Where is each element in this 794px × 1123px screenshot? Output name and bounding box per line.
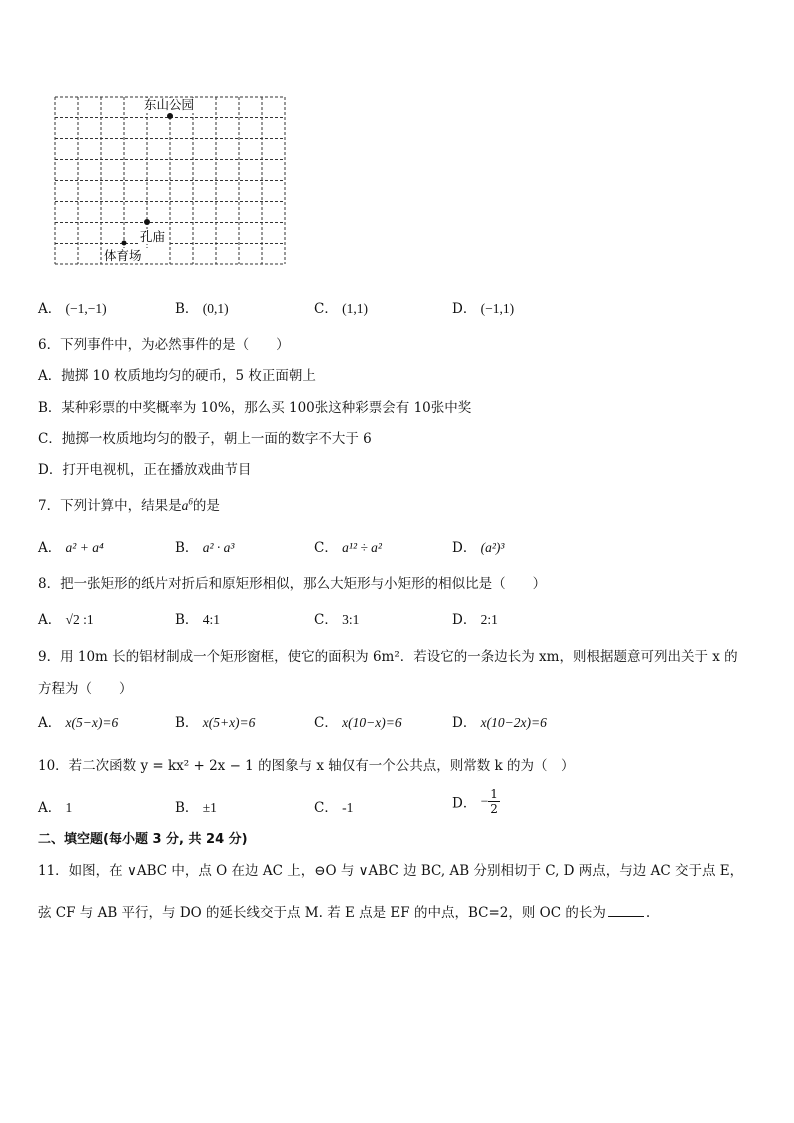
q10-option-c[interactable]: C． -1 [314, 800, 354, 816]
q10-option-a[interactable]: A． 1 [38, 800, 73, 816]
q6-option-c[interactable]: C．抛掷一枚质地均匀的骰子，朝上一面的数字不大于 6 [38, 431, 372, 447]
q7-option-a[interactable]: A． a² + a⁴ [38, 540, 104, 556]
q5-option-b[interactable]: B． (0,1) [175, 301, 229, 317]
q11-line2: 弦 CF 与 AB 平行，与 DO 的延长线交于点 M. 若 E 点是 EF 的中点，BC=2，则 OC 的长为 . [38, 905, 651, 921]
stadium-label: 体育场 [104, 248, 142, 263]
q5-option-d[interactable]: D． (−1,1) [452, 301, 515, 317]
q9-stem-line1: 9．用 10m 长的铝材制成一个矩形窗框，使它的面积为 6m²．若设它的一条边长为 xm，则根据题意可列出关于 x 的 [38, 649, 738, 665]
q6-option-b[interactable]: B．某种彩票的中奖概率为 10%，那么买 100张这种彩票会有 10张中奖 [38, 400, 472, 416]
q10-option-b[interactable]: B． ±1 [175, 800, 217, 816]
q8-stem: 8．把一张矩形的纸片对折后和原矩形相似，那么大矩形与小矩形的相似比是（ ） [38, 576, 547, 592]
q6-option-a[interactable]: A．抛掷 10 枚质地均匀的硬币，5 枚正面朝上 [38, 368, 316, 384]
q5-option-c[interactable]: C． (1,1) [314, 301, 369, 317]
section-fill-in-title: 二、填空题(每小题 3 分, 共 24 分) [38, 832, 248, 847]
park-label: 东山公园 [144, 97, 195, 112]
grid-map [54, 96, 286, 266]
temple-point [144, 219, 150, 225]
q8-option-a[interactable]: A． √2 :1 [38, 612, 94, 628]
temple-label: 孔庙 [140, 229, 166, 244]
q10-fraction: $\frac{1}{2}$ [490, 787, 498, 816]
q8-option-c[interactable]: C． 3:1 [314, 612, 360, 628]
q5-option-a[interactable]: A． (−1,−1) [38, 301, 107, 317]
stadium-point [122, 241, 127, 246]
q8-option-d[interactable]: D． 2:1 [452, 612, 498, 628]
q7-stem: 7．下列计算中，结果是$a^6$的是 [38, 496, 220, 514]
park-point [167, 113, 173, 119]
q9-option-c[interactable]: C． x(10−x)=6 [314, 715, 402, 731]
q10-option-d[interactable]: D． − $\frac{1}{2}$ [452, 787, 498, 816]
q7-option-d[interactable]: D． (a²)³ [452, 540, 505, 556]
q11-answer-blank[interactable] [608, 916, 644, 917]
q7-option-b[interactable]: B． a² · a³ [175, 540, 235, 556]
q9-option-a[interactable]: A． x(5−x)=6 [38, 715, 119, 731]
q9-option-b[interactable]: B． x(5+x)=6 [175, 715, 256, 731]
q11-line1: 11．如图，在 ∨ABC 中，点 O 在边 AC 上，⊖O 与 ∨ABC 边 BC, AB 分别相切于 C, D 两点，与边 AC 交于点 E， [38, 863, 744, 879]
q9-option-d[interactable]: D． x(10−2x)=6 [452, 715, 547, 731]
q6-option-d[interactable]: D．打开电视机，正在播放戏曲节目 [38, 462, 252, 478]
q10-stem: 10．若二次函数 y = kx² + 2x − 1 的图象与 x 轴仅有一个公共点，则常数 k 的为（ ） [38, 758, 575, 774]
q7-option-c[interactable]: C． a¹² ÷ a² [314, 540, 382, 556]
q8-option-b[interactable]: B． 4:1 [175, 612, 220, 628]
q6-stem: 6．下列事件中，为必然事件的是（ ） [38, 337, 290, 353]
q9-stem-line2: 方程为（ ） [38, 681, 133, 697]
map-figure [54, 96, 286, 266]
